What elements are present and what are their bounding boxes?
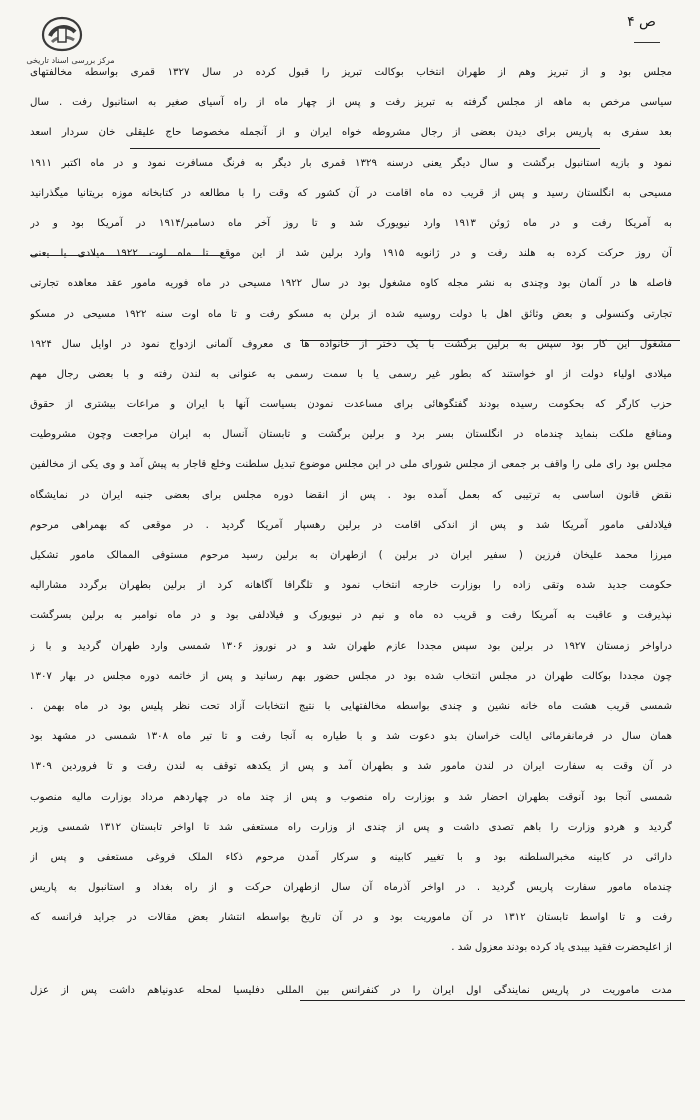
underline-mark [300, 340, 680, 341]
text-line: رفت و تا اواسط تابستان ۱۳۱۲ در آن ماموریت بود و در آن تاریخ بواسطه انتشار بعض مقالات در جراید فرانسه که [30, 912, 672, 924]
text-line: در آن وقت به سفارت ایران در لندن مامور شد و بطهران آمد و پس از یکدهه توقف به لندن رفت و تا فروردین ۱۳۰۹ [30, 761, 672, 773]
text-line: میلادی اولیاء دولت از او خواستند که بطور غیر رسمی یا با سمت رسمی به عنوانی به لندن رفته و با بعضی رجال مهم [30, 368, 672, 380]
text-line: گردید و هردو وزارت را باهم تصدی داشت و پس از چندی از وزارت راه مستعفی شد تا اواخر تابستان ۱۳۱۲ شمسی وزیر [30, 821, 672, 833]
text-line: بعد سفری به پاریس برای دیدن بعضی از رجال مشروطه خواه ایران و از آنجمله مخصوصا حاج علیقلی خان سردار اسعد [30, 127, 672, 139]
text-line: شمسی قریب هشت ماه خانه نشین و چندی بواسطه مخالفتهایی با نتیج انتخابات آزاد تحت نظر پلیس بود در ماه بهمن . [30, 700, 672, 712]
text-line: دارائی در کابینه مخبرالسلطنه بود و با تغییر کابینه و سرکار آمدن مرحوم ذکاء الملک فروغی مستعفی و پس از [30, 851, 672, 863]
text-line: حزب کارگر که بحکومت رسیده بودند گفتگوهائی برای مساعدت نمودن بسیاست آنها با ایران و مراعات بیشتری از حقوق [30, 399, 672, 411]
text-line: از اعلیحضرت فقید بیبدی یاد کرده بودند معزول شد . [451, 942, 672, 954]
text-line: مشغول این کار بود سپس به برلین برگشت با یک دختر از خانواده ها ی معروف آلمانی ازدواج نمود در اوایل سال ۱۹۲۴ [30, 338, 672, 350]
text-line: به آمریکا رفت و در ماه ژوئن ۱۹۱۳ وارد نیویورک شد و تا روز آخر ماه دسامبر/۱۹۱۴ در آمریکا بود و در [30, 217, 672, 229]
text-line: مسیحی به انگلستان رسید و پس از قریب ده ماه اقامت در آن کشور که وقت را با مطالعه در کتابخانه موزه بریتانیا میگذرانید [30, 187, 672, 199]
text-line: مدت ماموریت در پاریس نمایندگی اول ایران را در کنفرانس بین المللی دفلیسیا لمحله عدونیاهم داشت پس از عزل [30, 984, 672, 996]
text-line: چون مجددا بوکالت طهران در مجلس انتخاب شده بود در مجلس حضور بهم رسانید و پس از خاتمه دوره مجلس در بهار ۱۳۰۷ [30, 670, 672, 682]
text-line: حکومت جدید شده وتقی زاده را بوزارت خارجه انتخاب نمود و تلگرافا آگاهانه کرد از برلین بطهران برگردد مشارالیه [30, 580, 672, 592]
text-line: دراواخر زمستان ۱۹۲۷ در برلین بود سپس مجددا عازم طهران شد و در نوروز ۱۳۰۶ شمسی وارد طهران گردید و با ز [30, 640, 672, 652]
underline-mark [130, 148, 600, 149]
text-line: مجلس بود رای ملی را واقف بر جمعی از مجلس شورای ملی در این مجلس موضوع تبدیل سلطنت وخلع قاجار به پیش آمد و وی یکی از مخالفین [30, 459, 672, 471]
archive-logo-text: مرکز بررسی اسناد تاریخی [26, 56, 115, 65]
text-line: فیلادلفی مامور آمریکا شد و پس از اندکی اقامت در برلین رهسپار آمریکا گردید . در موقعی که بهمراهی مرحوم [30, 519, 672, 531]
page-number: ص ۴ [627, 14, 656, 30]
archive-logo [18, 14, 123, 66]
text-line: آن روز حرکت کرده به هلند رفت و در ژانویه ۱۹۱۵ وارد برلین شد از این موقع تا ماه اوت ۱۹۲۲ میلادی یا یعنی [30, 248, 672, 260]
text-line: تجارتی وکنسولی و بعض وثائق اهل با دولت روسیه شده از برلن به مسکو رفت و تا ماه اوت سنه ۱۹۲۲ مسیحی در مسکو [30, 308, 672, 320]
text-line: میرزا محمد علیخان فرزین ( سفیر ایران در برلین ) ازطهران به برلین رسید مرحوم مستوفی الممالک مامور تشکیل [30, 550, 672, 561]
page-number-rule [634, 42, 660, 43]
text-line: ومنافع ملکت بنماید چندماه در انگلستان بسر برد و برلین برگشت و تابستان آنسال به ایران مراجعت وچون مشروطیت [30, 429, 672, 441]
archive-seal-icon [38, 14, 86, 54]
text-line: فاصله ها در آلمان بود وچندی به نشر مجله کاوه مشغول بود در سال ۱۹۲۲ مسیحی در ماه فوریه مامور عقد معاهده تجارتی [30, 278, 672, 290]
document-text [30, 62, 672, 1010]
text-line: نمود و بازیه استانبول برگشت و سال دیگر یعنی درسنه ۱۳۲۹ قمری بار دیگر به فرنگ مسافرت نمود و در ماه اکتبر ۱۹۱۱ [30, 157, 672, 169]
text-line: شمسی آنجا بود آنوقت بطهران احضار شد و بوزارت راه منصوب و پس از چند ماه در چهاردهم مرداد بوزارت مالیه منصوب [30, 791, 672, 803]
underline-mark [30, 255, 230, 256]
text-line: همان سال در فرمانفرمائی ایالت خراسان بدو دعوت شد و با طیاره به آنجا رفت و تا تیر ماه ۱۳۰۸ شمسی در مشهد بود [30, 731, 672, 743]
text-line: نپذیرفت و عاقبت به آمریکا رفت و قریب ده ماه و نیم در نیویورک و فیلادلفی بود و در ماه نوامبر به برلین بسرگشت [30, 610, 672, 622]
underline-mark [300, 1000, 685, 1001]
text-line: مجلس بود و از تبریز وهم از طهران انتخاب بوکالت تبریز را قبول کرده در سال ۱۳۲۷ قمری بواسطه مخالفتهای [30, 67, 672, 78]
text-line: سیاسی مرخص به ماهه از مجلس گرفته به تبریز رفت و پس از چهار ماه از راه آسیای صغیر به استانبول رفت . سال [30, 97, 672, 109]
text-line: چندماه مامور سفارت پاریس گردید . در اواخر آذرماه آن سال ازطهران حرکت و از راه بغداد و استانبول به پاریس [30, 882, 672, 894]
text-line: نقض قانون اساسی به ترتیبی که بعمل آمده بود . پس از انقضا دوره مجلس برای بعضی جنبه ایران در نمایشگاه [30, 489, 672, 501]
